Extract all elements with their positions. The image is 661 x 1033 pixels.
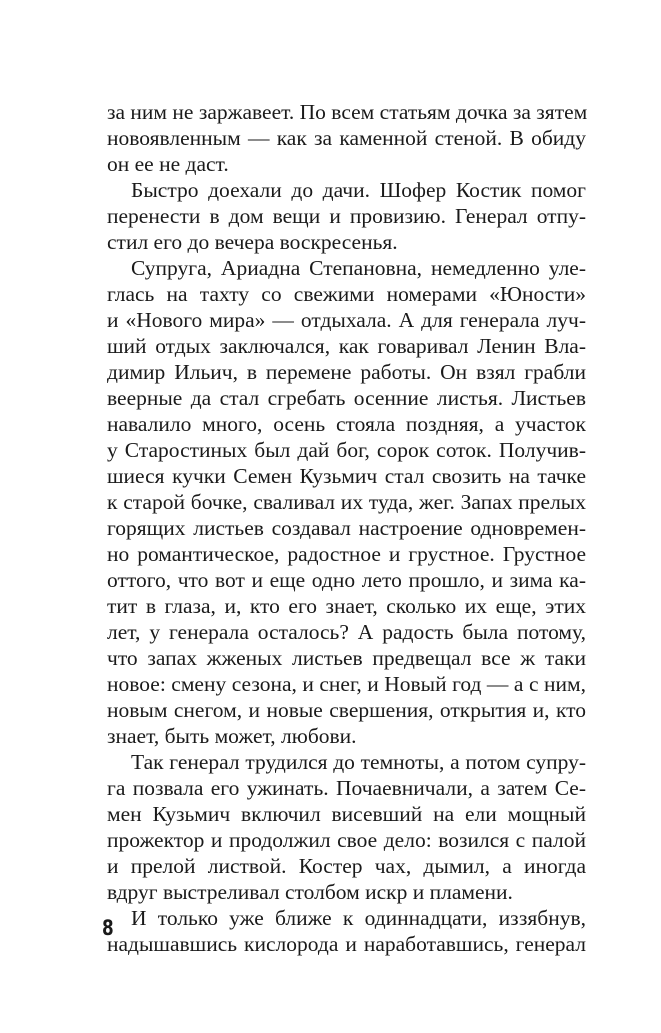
- text-line: за ним не заржавеет. По всем статьям дочка за зятем: [107, 100, 588, 124]
- text-line: веерные да стал сгребать осенние листья. Листьев: [107, 386, 586, 410]
- text-line: Так генерал трудился до темноты, а потом супру-: [131, 750, 586, 774]
- paragraph: [107, 177, 586, 255]
- text-line: новое: смену сезона, и снег, и Новый год — а с ним,: [107, 672, 586, 696]
- text-line: горящих листьев создавал настроение одновремен-: [107, 516, 586, 540]
- text-line: надышавшись кислорода и наработавшись, генерал: [107, 932, 586, 956]
- page-number: 8: [102, 916, 114, 940]
- text-line: и «Нового мира» — отдыхала. А для генерала луч-: [107, 308, 586, 332]
- text-line: он ее не даст.: [107, 152, 229, 176]
- text-line: перенести в дом вещи и провизию. Генерал отпу-: [107, 204, 586, 228]
- text-line: новым снегом, и новые свершения, открытия и, кто: [107, 698, 586, 722]
- text-line: мен Кузьмич включил висевший на ели мощный: [107, 802, 586, 826]
- text-line: навалило много, осень стояла поздняя, а участок: [107, 412, 586, 436]
- text-line: га позвала его ужинать. Почаевничали, а затем Се-: [107, 776, 586, 800]
- text-line: димир Ильич, в перемене работы. Он взял грабли: [107, 360, 586, 384]
- text-line: тит в глаза, и, кто его знает, сколько их еще, этих: [107, 594, 586, 618]
- text-line: и прелой листвой. Костер чах, дымил, а иногда: [107, 854, 586, 878]
- text-line: прожектор и продолжил свое дело: возился с палой: [107, 828, 586, 852]
- text-line: к старой бочке, сваливал их туда, жег. Запах прелых: [107, 490, 586, 514]
- text-line: Супруга, Ариадна Степановна, немедленно уле-: [131, 256, 586, 280]
- paragraph: [107, 749, 586, 905]
- text-line: знает, быть может, любови.: [107, 724, 357, 748]
- text-line: ший отдых заключался, как говаривал Ленин Вла-: [107, 334, 586, 358]
- text-line: И только уже ближе к одиннадцати, иззябнув,: [131, 906, 586, 930]
- paragraph: [107, 905, 586, 957]
- text-line: у Старостиных был дай бог, сорок соток. Получив-: [107, 438, 586, 462]
- paragraph: [107, 99, 586, 177]
- body-text: [107, 99, 586, 957]
- text-line: но романтическое, радостное и грустное. Грустное: [107, 542, 586, 566]
- text-line: Быстро доехали до дачи. Шофер Костик помог: [131, 178, 586, 202]
- text-line: глась на тахту со свежими номерами «Юности»: [107, 282, 586, 306]
- text-line: лет, у генерала осталось? А радость была потому,: [107, 620, 586, 644]
- paragraph: [107, 255, 586, 749]
- text-line: оттого, что вот и еще одно лето прошло, и зима ка-: [107, 568, 586, 592]
- text-line: вдруг выстреливал столбом искр и пламени.: [107, 880, 513, 904]
- text-line: шиеся кучки Семен Кузьмич стал свозить на тачке: [107, 464, 586, 488]
- text-line: новоявленным — как за каменной стеной. В обиду: [107, 126, 586, 150]
- text-line: стил его до вечера воскресенья.: [107, 230, 398, 254]
- text-line: что запах жженых листьев предвещал все ж таки: [107, 646, 586, 670]
